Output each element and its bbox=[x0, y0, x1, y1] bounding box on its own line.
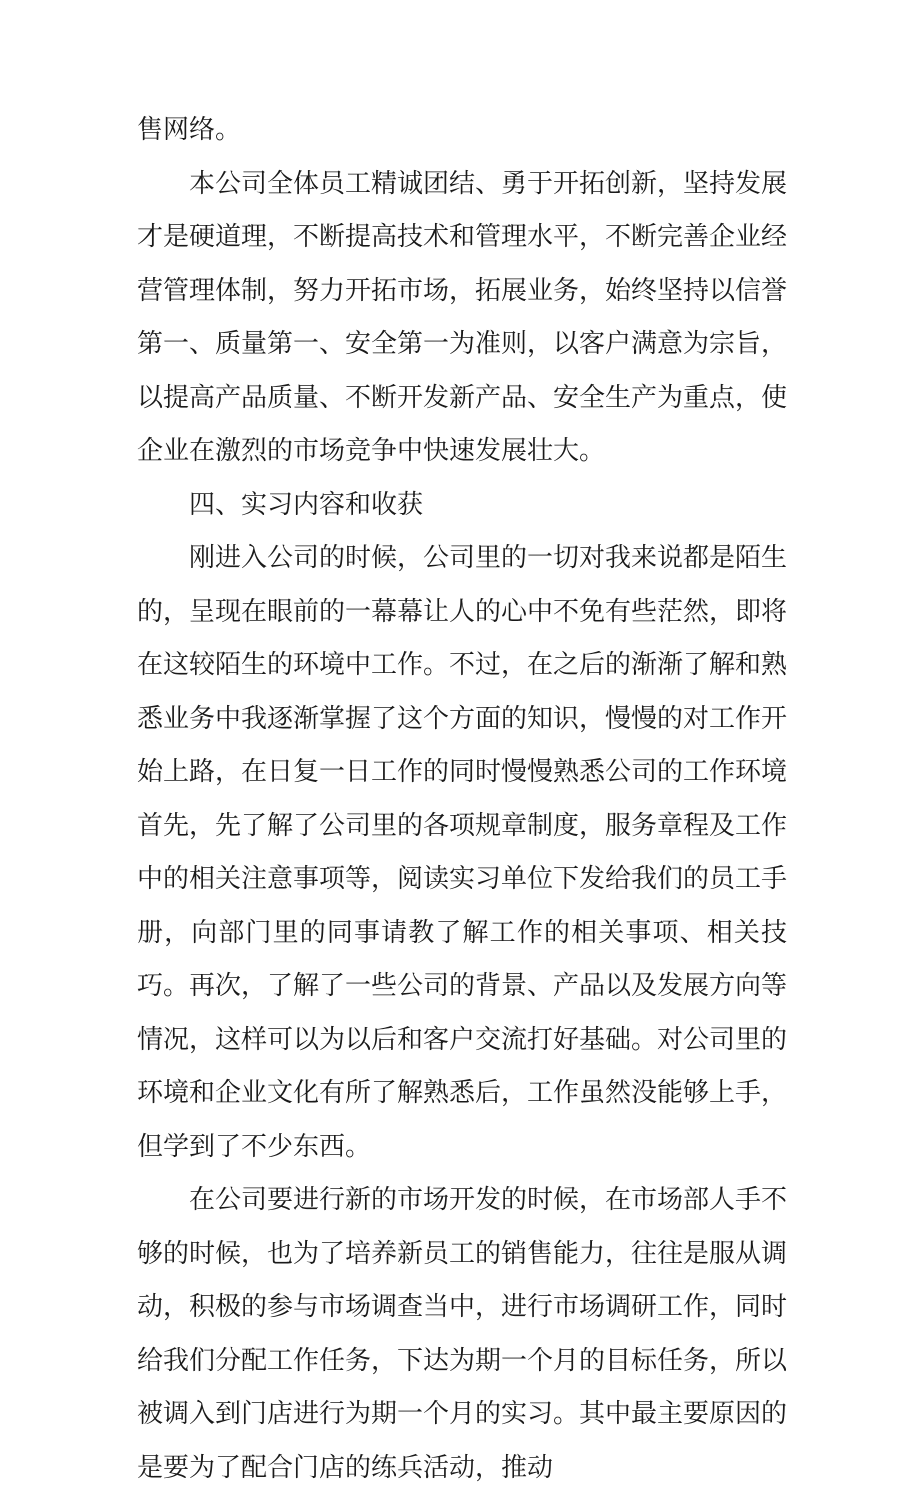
paragraph-continuation: 售网络。 bbox=[137, 115, 242, 145]
document-body bbox=[137, 104, 787, 1495]
section-heading-internship-content: 四、实习内容和收获 bbox=[189, 489, 424, 520]
paragraph-company-overview: 本公司全体员工精诚团结、勇于开拓创新，坚持发展才是硬道理，不断提高技术和管理水平，不断完善企业经营管理体制，努力开拓市场，拓展业务，始终坚持以信誉第一、质量第一、安全第一为准则，以客户满意为宗旨，以提高产品质量、不断开发新产品、安全生产为重点，使企业在激烈的市场竞争中快速发展壮大。 bbox=[137, 168, 788, 466]
paragraph-first-days: 刚进入公司的时候，公司里的一切对我来说都是陌生的，呈现在眼前的一幕幕让人的心中不免有些茫然，即将在这较陌生的环境中工作。不过，在之后的渐渐了解和熟悉业务中我逐渐掌握了这个方面的知识，慢慢的对工作开始上路，在日复一日工作的同时慢慢熟悉公司的工作环境首先，先了解了公司里的各项规章制度，服务章程及工作中的相关注意事项等，阅读实习单位下发给我们的员工手册，向部门里的同事请教了解工作的相关事项、相关技巧。再次，了解了一些公司的背景、产品以及发展方向等情况，这样可以为以后和客户交流打好基础。对公司里的环境和企业文化有所了解熟悉后，工作虽然没能够上手，但学到了不少东西。 bbox=[137, 543, 788, 1162]
paragraph-market-development: 在公司要进行新的市场开发的时候，在市场部人手不够的时候，也为了培养新员工的销售能力，往往是服从调动，积极的参与市场调查当中，进行市场调研工作，同时给我们分配工作任务，下达为期一个月的目标任务，所以被调入到门店进行为期一个月的实习。其中最主要原因的是要为了配合门店的练兵活动，推动 bbox=[137, 1185, 788, 1483]
